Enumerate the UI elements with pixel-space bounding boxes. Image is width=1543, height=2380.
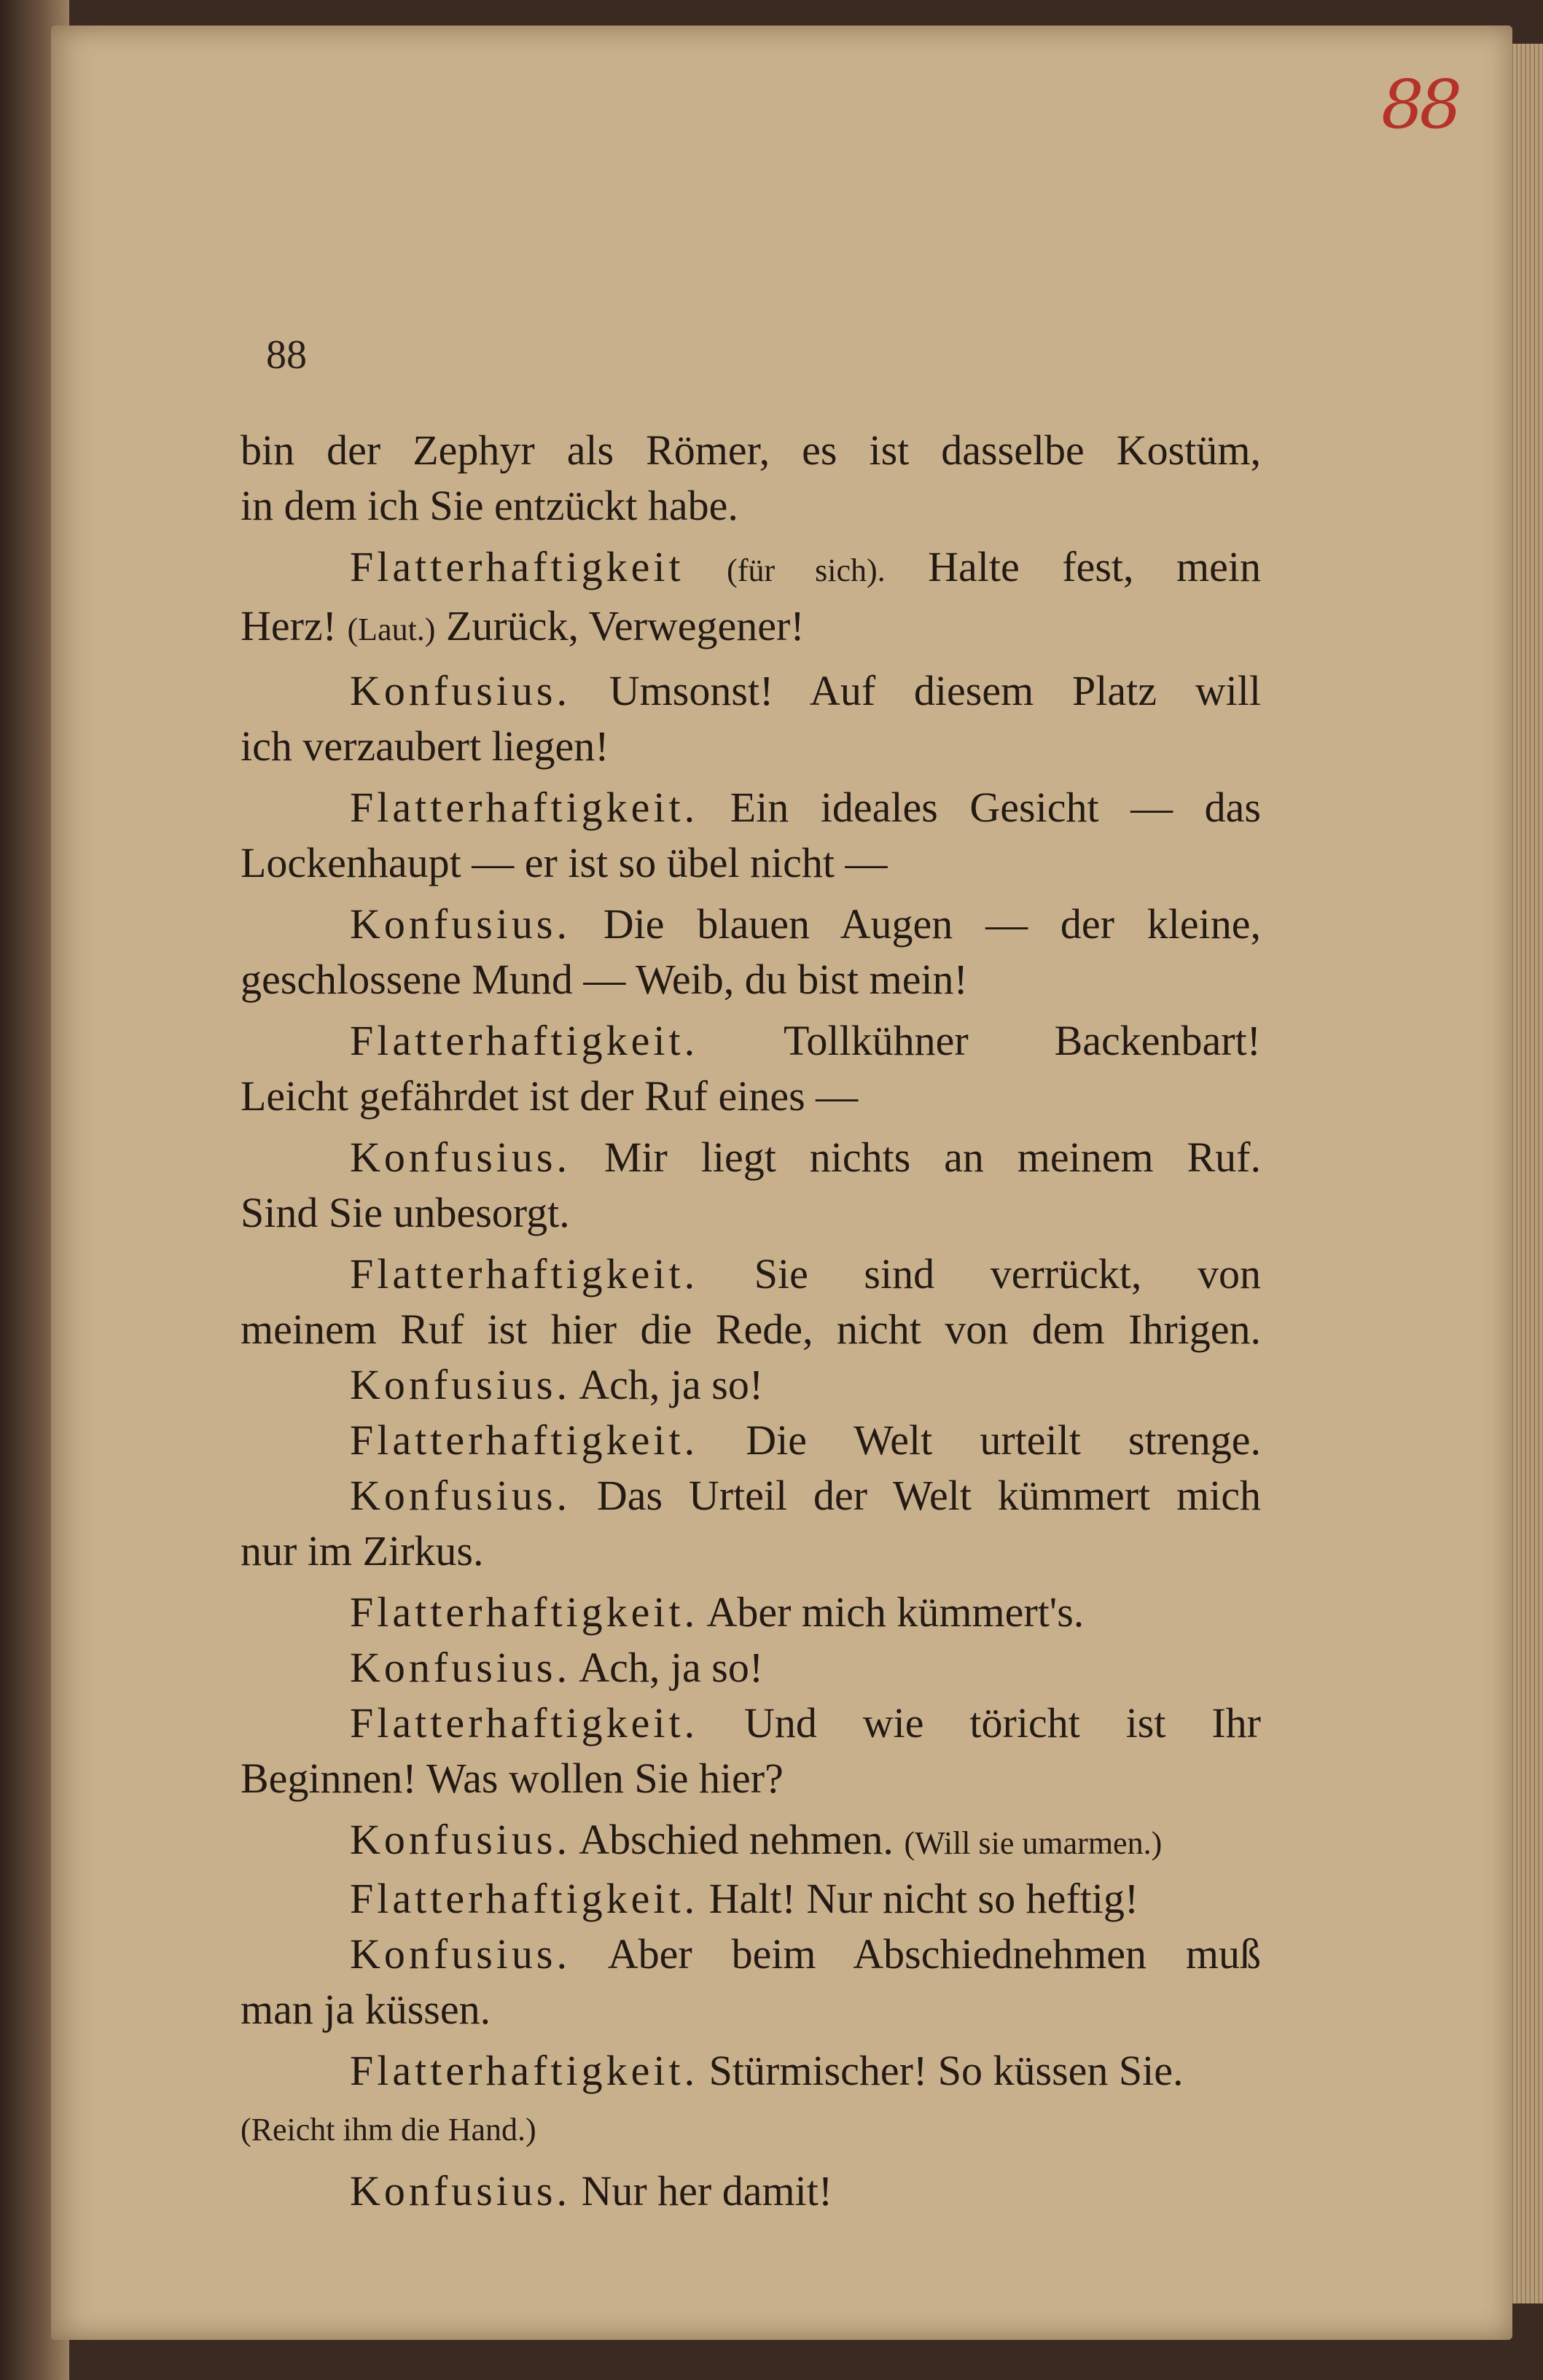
speaker-name: Konfusius.	[350, 2167, 571, 2215]
speech-line: Flatterhaftigkeit. Die Welt urteilt strenge.	[350, 1416, 1261, 1464]
text-line: bin der Zephyr als Römer, es ist dasselbe Kostüm,	[241, 426, 1261, 474]
speech-line: Flatterhaftigkeit. Sie sind verrückt, von	[350, 1250, 1261, 1298]
text-line: Beginnen! Was wollen Sie hier?	[241, 1755, 784, 1802]
speaker-name: Flatterhaftigkeit	[350, 543, 684, 590]
text-line: Sind Sie unbesorgt.	[241, 1189, 570, 1236]
speech-line: Konfusius. Ach, ja so!	[350, 1361, 764, 1408]
speaker-name: Flatterhaftigkeit.	[350, 1588, 699, 1636]
speech-line: Flatterhaftigkeit. Stürmischer! So küssen Sie.	[350, 2047, 1184, 2094]
speech-line: Konfusius. Die blauen Augen — der kleine,	[350, 900, 1261, 948]
text-line: Leicht gefährdet ist der Ruf eines —	[241, 1072, 859, 1120]
text-line: meinem Ruf ist hier die Rede, nicht von dem Ihrigen.	[241, 1306, 1261, 1353]
handwritten-page-annotation: 88	[1381, 66, 1458, 144]
speech-line: Konfusius. Das Urteil der Welt kümmert mich	[350, 1472, 1261, 1519]
speaker-name: Konfusius.	[350, 1361, 571, 1408]
speaker-name: Flatterhaftigkeit.	[350, 1699, 699, 1747]
stage-direction: (für sich).	[727, 553, 886, 588]
speaker-name: Konfusius.	[350, 1816, 571, 1863]
stage-direction: (Reicht ihm die Hand.)	[241, 2112, 536, 2147]
speech-line: Konfusius. Aber beim Abschiednehmen muß	[350, 1930, 1261, 1978]
speaker-name: Konfusius.	[350, 900, 571, 948]
stage-direction: (Laut.)	[347, 612, 436, 647]
page-edges	[1509, 44, 1543, 2303]
speaker-name: Flatterhaftigkeit.	[350, 784, 699, 831]
speaker-name: Flatterhaftigkeit.	[350, 1416, 699, 1464]
speech-line: Flatterhaftigkeit. Tollkühner Backenbart!	[350, 1017, 1261, 1064]
speech-line: Flatterhaftigkeit. Ein ideales Gesicht — das	[350, 784, 1261, 831]
stage-direction: (Will sie umarmen.)	[904, 1825, 1163, 1861]
text-line: Lockenhaupt — er ist so übel nicht —	[241, 839, 888, 886]
speech-line: Konfusius. Nur her damit!	[350, 2167, 833, 2215]
speech-line: Konfusius. Ach, ja so!	[350, 1644, 764, 1691]
speech-line: Konfusius. Umsonst! Auf diesem Platz will	[350, 667, 1261, 714]
text-line: in dem ich Sie entzückt habe.	[241, 482, 738, 529]
text-line: nur im Zirkus.	[241, 1527, 484, 1575]
speech-line: Flatterhaftigkeit. Halt! Nur nicht so heftig!	[350, 1875, 1139, 1922]
speech-line: Flatterhaftigkeit (für sich). Halte fest, mein	[350, 543, 1261, 590]
play-text-body	[241, 423, 1261, 2219]
speaker-name: Flatterhaftigkeit.	[350, 1875, 699, 1922]
speech-line: Konfusius. Mir liegt nichts an meinem Ruf.	[350, 1134, 1261, 1181]
speaker-name: Flatterhaftigkeit.	[350, 1017, 699, 1064]
speech-line: Flatterhaftigkeit. Und wie töricht ist Ihr	[350, 1699, 1261, 1747]
text-line: Herz! (Laut.) Zurück, Verwegener!	[241, 602, 805, 649]
speaker-name: Flatterhaftigkeit.	[350, 2047, 699, 2094]
speaker-name: Flatterhaftigkeit.	[350, 1250, 699, 1298]
text-line	[241, 2099, 1261, 2158]
speaker-name: Konfusius.	[350, 1930, 571, 1978]
text-line: ich verzaubert liegen!	[241, 722, 609, 770]
speaker-name: Konfusius.	[350, 1472, 571, 1519]
text-line: geschlossene Mund — Weib, du bist mein!	[241, 956, 968, 1003]
speaker-name: Konfusius.	[350, 1644, 571, 1691]
printed-page-number: 88	[266, 332, 307, 378]
speaker-name: Konfusius.	[350, 1134, 571, 1181]
speech-line: Konfusius. Abschied nehmen. (Will sie umarmen.)	[350, 1816, 1163, 1863]
speaker-name: Konfusius.	[350, 667, 571, 714]
speech-line: Flatterhaftigkeit. Aber mich kümmert's.	[350, 1588, 1085, 1636]
text-line: man ja küssen.	[241, 1986, 491, 2033]
